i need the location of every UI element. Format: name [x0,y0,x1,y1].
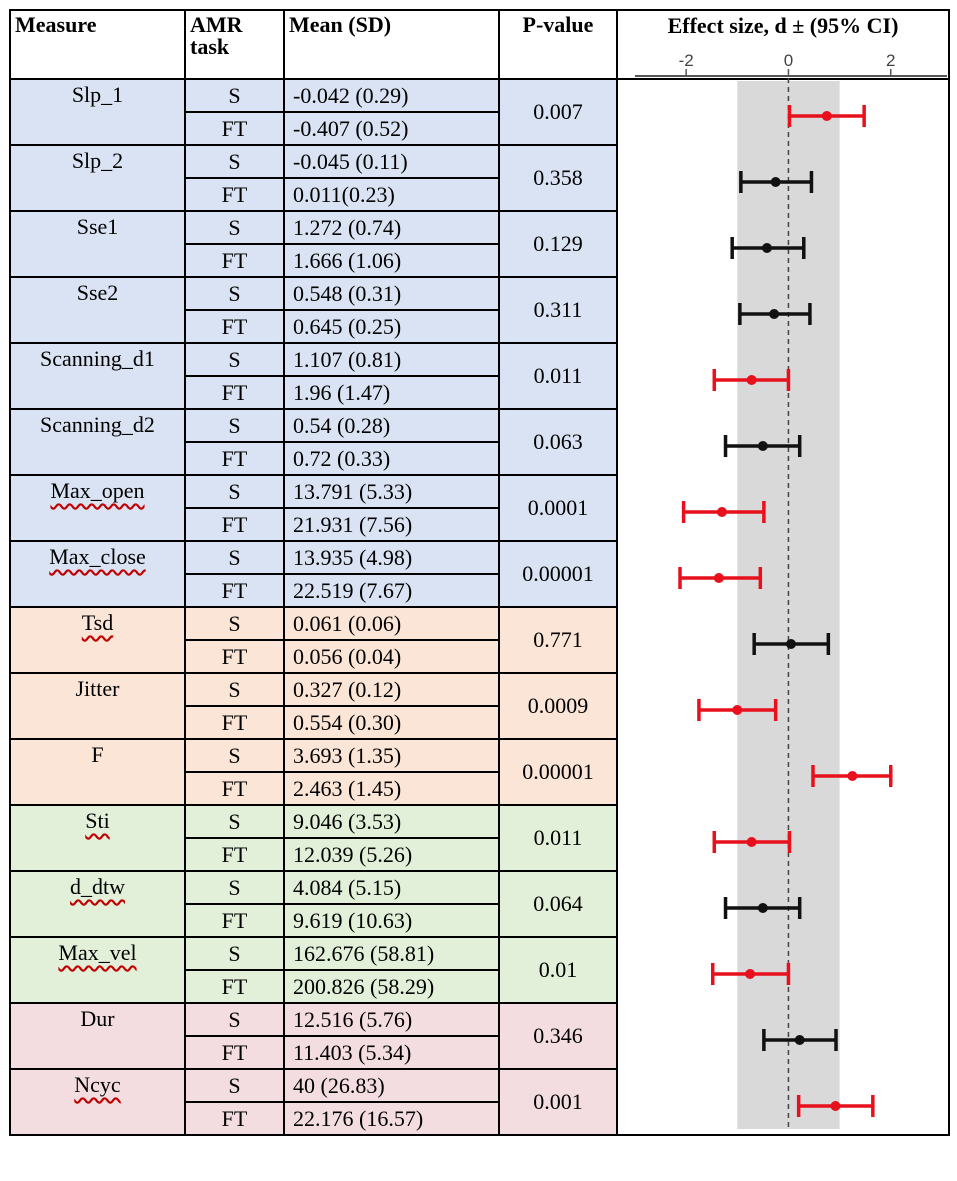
pvalue-cell: 0.311 [499,277,617,343]
pvalue-cell: 0.771 [499,607,617,673]
header-pvalue: P-value [499,10,617,79]
mean-cell-ft: 22.176 (16.57) [284,1102,499,1135]
mean-cell-s: 3.693 (1.35) [284,739,499,772]
measure-label: Max_close [49,544,146,569]
pvalue-cell: 0.063 [499,409,617,475]
mean-cell-ft: 0.645 (0.25) [284,310,499,343]
measure-label: Max_vel [58,940,137,965]
task-cell-s: S [185,937,284,970]
x-tick-label: 0 [783,51,794,70]
measure-label: Slp_2 [71,148,124,173]
task-cell-ft: FT [185,904,284,937]
pvalue-cell: 0.001 [499,1069,617,1135]
measure-label: Max_open [50,478,145,503]
task-cell-ft: FT [185,1102,284,1135]
pvalue-cell: 0.011 [499,343,617,409]
effect-point [747,837,757,847]
effect-point [847,771,857,781]
x-tick-label: 2 [886,51,896,70]
effect-point [717,507,727,517]
pvalue-cell: 0.0001 [499,475,617,541]
task-cell-ft: FT [185,310,284,343]
mean-cell-s: 13.791 (5.33) [284,475,499,508]
task-cell-ft: FT [185,838,284,871]
measure-label: Sti [85,808,110,833]
mean-cell-s: 0.54 (0.28) [284,409,499,442]
header-task-line1: AMR [190,12,243,37]
task-cell-s: S [185,541,284,574]
measure-label: d_dtw [70,874,125,899]
mean-cell-s: 0.061 (0.06) [284,607,499,640]
measure-label: Scanning_d1 [40,346,155,371]
mean-cell-s: 9.046 (3.53) [284,805,499,838]
header-task-line2: task [190,34,230,59]
effect-point [747,375,757,385]
mean-cell-ft: 22.519 (7.67) [284,574,499,607]
effect-point [769,309,779,319]
measure-label: Sse2 [76,280,119,305]
task-cell-s: S [185,1069,284,1102]
pvalue-cell: 0.358 [499,145,617,211]
pvalue-cell: 0.01 [499,937,617,1003]
mean-cell-s: 12.516 (5.76) [284,1003,499,1036]
mean-cell-s: 40 (26.83) [284,1069,499,1102]
mean-cell-s: 1.272 (0.74) [284,211,499,244]
task-cell-s: S [185,805,284,838]
measure-label: Slp_1 [71,82,124,107]
task-cell-ft: FT [185,442,284,475]
task-cell-ft: FT [185,178,284,211]
mean-cell-s: -0.045 (0.11) [284,145,499,178]
mean-cell-ft: 1.666 (1.06) [284,244,499,277]
pvalue-cell: 0.129 [499,211,617,277]
mean-cell-ft: 1.96 (1.47) [284,376,499,409]
measure-label: Sse1 [76,214,119,239]
effect-point [830,1101,840,1111]
measure-label: Scanning_d2 [40,412,155,437]
task-cell-ft: FT [185,376,284,409]
pvalue-cell: 0.064 [499,871,617,937]
task-cell-s: S [185,739,284,772]
mean-cell-ft: 21.931 (7.56) [284,508,499,541]
mean-cell-ft: 9.619 (10.63) [284,904,499,937]
mean-cell-s: -0.042 (0.29) [284,79,499,112]
pvalue-cell: 0.0009 [499,673,617,739]
task-cell-s: S [185,211,284,244]
task-cell-ft: FT [185,1036,284,1069]
mean-cell-ft: 12.039 (5.26) [284,838,499,871]
effect-point [714,573,724,583]
effect-point [732,705,742,715]
mean-cell-ft: 0.72 (0.33) [284,442,499,475]
pvalue-cell: 0.346 [499,1003,617,1069]
task-cell-ft: FT [185,772,284,805]
mean-cell-ft: 200.826 (58.29) [284,970,499,1003]
task-cell-ft: FT [185,244,284,277]
task-cell-ft: FT [185,508,284,541]
task-cell-ft: FT [185,640,284,673]
mean-cell-s: 4.084 (5.15) [284,871,499,904]
task-cell-ft: FT [185,574,284,607]
measure-label: F [91,742,104,767]
pvalue-cell: 0.00001 [499,739,617,805]
measure-label: Dur [80,1006,115,1031]
effect-point [822,111,832,121]
mean-cell-ft: 2.463 (1.45) [284,772,499,805]
task-cell-s: S [185,607,284,640]
task-cell-s: S [185,145,284,178]
task-cell-s: S [185,871,284,904]
mean-cell-ft: -0.407 (0.52) [284,112,499,145]
measure-label: Ncyc [74,1072,121,1097]
measure-label: Jitter [75,676,120,701]
header-mean: Mean (SD) [284,10,499,79]
mean-cell-s: 13.935 (4.98) [284,541,499,574]
x-tick-label: -2 [678,51,694,70]
header-measure: Measure [10,10,185,79]
effect-point [786,639,796,649]
mean-cell-s: 1.107 (0.81) [284,343,499,376]
effect-point [795,1035,805,1045]
effect-point [758,441,768,451]
forest-title: Effect size, d ± (95% CI) [667,13,899,38]
task-cell-s: S [185,277,284,310]
pvalue-cell: 0.007 [499,79,617,145]
task-cell-s: S [185,343,284,376]
mean-cell-s: 0.327 (0.12) [284,673,499,706]
effect-point [745,969,755,979]
mean-cell-ft: 0.554 (0.30) [284,706,499,739]
mean-cell-ft: 0.056 (0.04) [284,640,499,673]
effect-point [758,903,768,913]
effect-point [762,243,772,253]
task-cell-ft: FT [185,112,284,145]
mean-cell-s: 162.676 (58.81) [284,937,499,970]
pvalue-cell: 0.011 [499,805,617,871]
mean-cell-ft: 11.403 (5.34) [284,1036,499,1069]
task-cell-ft: FT [185,706,284,739]
effect-point [771,177,781,187]
task-cell-s: S [185,475,284,508]
task-cell-s: S [185,409,284,442]
task-cell-s: S [185,673,284,706]
pvalue-cell: 0.00001 [499,541,617,607]
task-cell-s: S [185,1003,284,1036]
mean-cell-s: 0.548 (0.31) [284,277,499,310]
measure-label: Tsd [81,610,114,635]
task-cell-s: S [185,79,284,112]
task-cell-ft: FT [185,970,284,1003]
mean-cell-ft: 0.011(0.23) [284,178,499,211]
